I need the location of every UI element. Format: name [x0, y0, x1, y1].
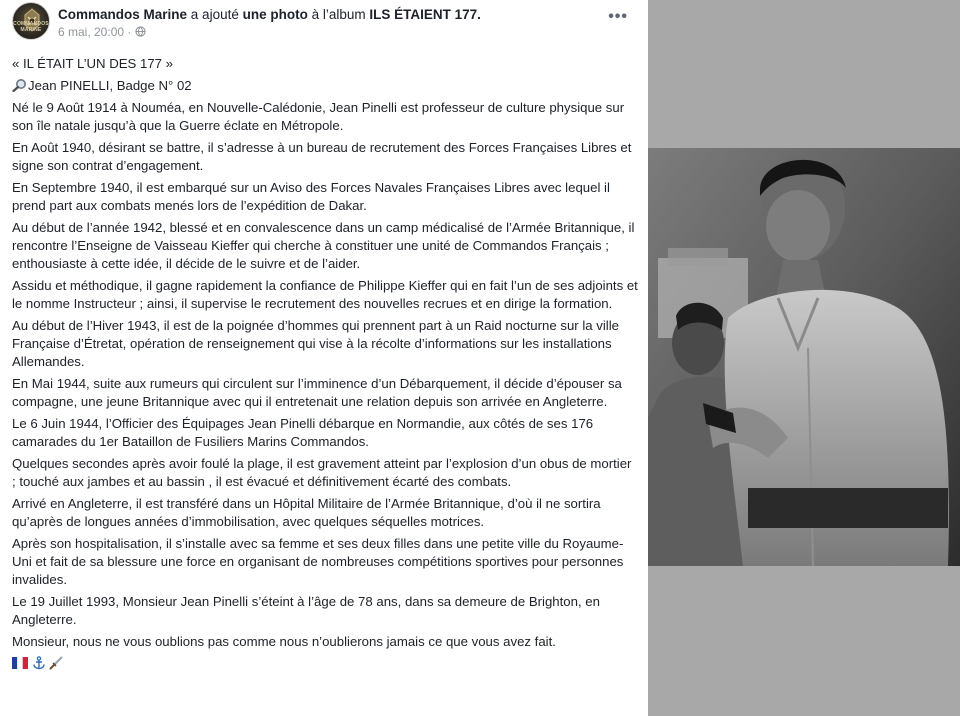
name-line — [12, 77, 638, 95]
anchor-icon — [32, 656, 46, 670]
photo-panel — [648, 0, 960, 716]
photo-link[interactable]: une photo — [242, 7, 308, 22]
paragraph: En Août 1940, désirant se battre, il s’adresse à un bureau de recrutement des Forces Françaises Libres et signe son contrat d’engagement. — [12, 140, 632, 173]
paragraph: Le 19 Juillet 1993, Monsieur Jean Pinelli s’éteint à l’âge de 78 ans, dans sa demeure de Brighton, en Angleterre. — [12, 594, 600, 627]
paragraph: Le 6 Juin 1944, l’Officier des Équipages Jean Pinelli débarque en Normandie, aux côtés de ses 176 camarades du 1er Bataillon de Fusiliers Marins Commandos. — [12, 416, 594, 449]
paragraph: Né le 9 Août 1914 à Nouméa, en Nouvelle-Calédonie, Jean Pinelli est professeur de culture physique sur son île natale jusqu’à que la Guerre éclate en Métropole. — [12, 100, 625, 133]
globe-icon[interactable] — [135, 26, 146, 37]
name-line-text: Jean PINELLI, Badge N° 02 — [28, 78, 192, 93]
soldier-portrait-image — [648, 148, 960, 566]
action-text: a ajouté — [190, 7, 239, 22]
paragraph: Monsieur, nous ne vous oublions pas comme nous n’oublierons jamais ce que vous avez fait. — [12, 634, 556, 649]
french-flag-icon — [12, 657, 28, 669]
footer-emojis — [12, 655, 638, 673]
paragraph: Après son hospitalisation, il s’installe avec sa femme et ses deux filles dans une petite ville du Royaume-Uni et fait de sa blessure une force en organisant de nombreuses compétitions sportives pour personnes invalides. — [12, 536, 624, 587]
page-avatar[interactable] — [12, 2, 50, 40]
paragraph: En Mai 1944, suite aux rumeurs qui circulent sur l’imminence d’un Débarquement, il décide d’épouser sa compagne, une jeune Britannique avec qui il entretenait une relation depuis son arrivée en Angleterre. — [12, 376, 622, 409]
post-intro: « IL ÉTAIT L’UN DES 177 » — [12, 56, 174, 71]
post-header — [10, 2, 640, 44]
dagger-icon — [49, 656, 63, 670]
album-link[interactable]: ILS ÉTAIENT 177. — [369, 7, 481, 22]
post-date[interactable]: 6 mai, 20:00 · — [58, 25, 132, 39]
post-content — [12, 55, 638, 677]
post-meta — [58, 25, 146, 39]
page-name-link[interactable]: Commandos Marine — [58, 7, 188, 22]
paragraph: Au début de l’Hiver 1943, il est de la poignée d’hommes qui prennent part à un Raid nocturne sur la ville Française d’Étretat, opération de renseignement qui vise à la récolte d’informations sur les installations Allemandes. — [12, 318, 619, 369]
avatar-label: COMMANDOS MARINE — [13, 21, 49, 33]
post-headline — [58, 7, 481, 22]
paragraph: Au début de l’année 1942, blessé et en convalescence dans un camp médicalisé de l’Armée Britannique, il rencontre l’Enseigne de Vaisseau Kieffer qui cherche à constituer une unité de Commandos Français ; enthousiaste à cette idée, il décide de le suivre et de l’aider. — [12, 220, 635, 271]
preposition-text: à l’album — [311, 7, 366, 22]
paragraph: Assidu et méthodique, il gagne rapidement la confiance de Philippe Kieffer qui en fait l’un de ses adjoints et le nomme Instructeur ; ainsi, il supervise le recrutement des nouvelles recrues et en dirige la formation. — [12, 278, 638, 311]
post-photo[interactable] — [648, 148, 960, 566]
more-options-button[interactable]: ••• — [608, 8, 628, 25]
paragraph: Quelques secondes après avoir foulé la plage, il est gravement atteint par l’explosion d’un obus de mortier ; touché aux jambes et au bassin , il est évacué et définitivement écarté des combats. — [12, 456, 632, 489]
paragraph: En Septembre 1940, il est embarqué sur un Aviso des Forces Navales Françaises Libres avec lequel il prend part aux combats menés lors de l’expédition de Dakar. — [12, 180, 610, 213]
magnifying-glass-icon — [12, 78, 28, 92]
paragraph: Arrivé en Angleterre, il est transféré dans un Hôpital Militaire de l’Armée Britannique, d’où il ne sortira qu’après de longues années d’immobilisation, avec quelques séquelles motrices. — [12, 496, 601, 529]
